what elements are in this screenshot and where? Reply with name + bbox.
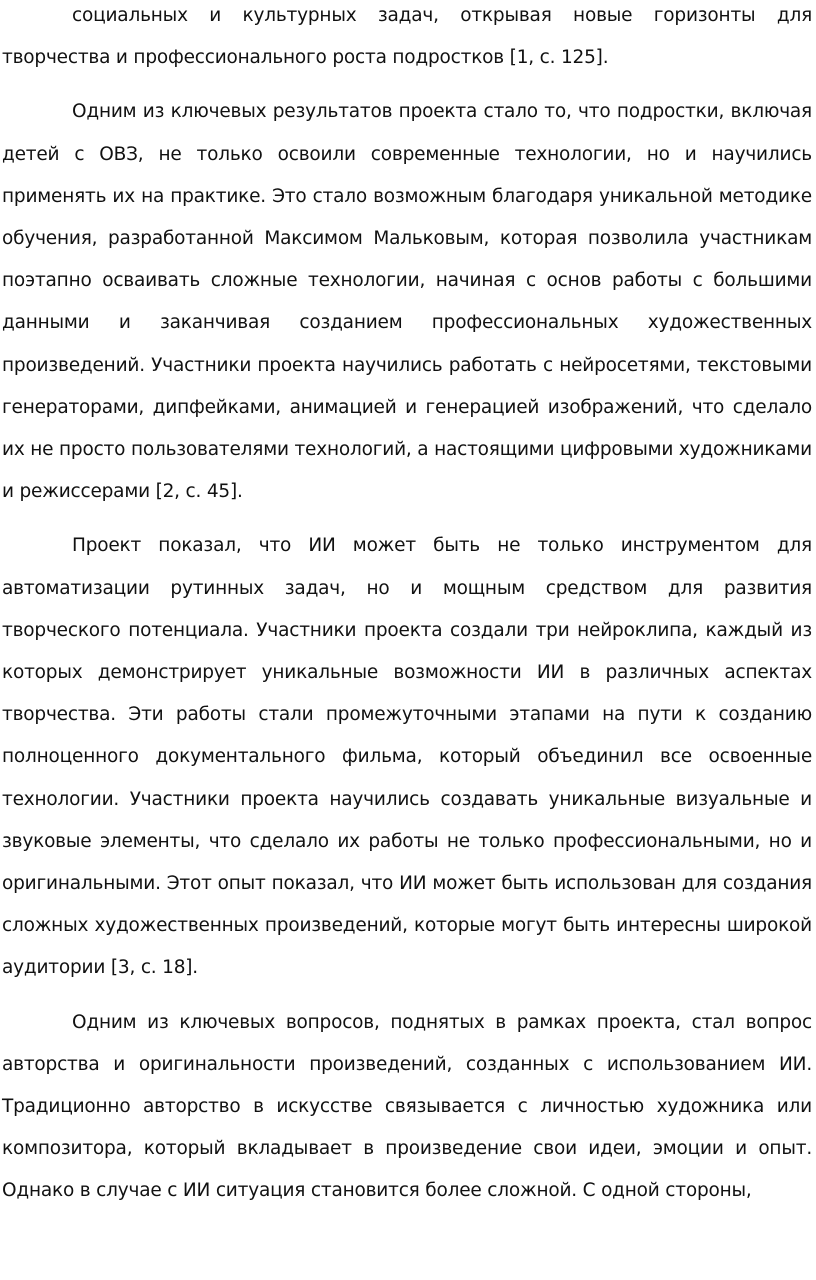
paragraph-authorship: Одним из ключевых вопросов, поднятых в рамках проекта, стал вопрос авторства и оригинальности произведений, созданных с использованием ИИ. Традиционно авторство в искусстве связывается с личностью художника или композитора, который вкладывает в произведение свои идеи, эмоции и опыт. Однако в случае с ИИ ситуация становится более сложной. С одной стороны, <box>2 1011 812 1202</box>
paragraph-project-results: Одним из ключевых результатов проекта стало то, что подростки, включая детей с ОВЗ, не только освоили современные технологии, но и научились применять их на практике. Это стало возможным благодаря уникальной методике обучения, разработанной Максимом Мальковым, которая позволила участникам поэтапно осваивать сложные технологии, начиная с основ работы с большими данными и заканчивая созданием профессиональных художественных произведений. Участники проекта научились работать с нейросетями, текстовыми генераторами, дипфейками, анимацией и генерацией изображений, что сделало их не просто пользователями технологий, а настоящими цифровыми художниками и режиссерами [2, с. 45]. <box>2 101 812 503</box>
paragraph-continuation: социальных и культурных задач, открывая новые горизонты для творчества и профессионального роста подростков [1, с. 125]. <box>2 5 812 69</box>
paragraph-ai-creativity: Проект показал, что ИИ может быть не только инструментом для автоматизации рутинных задач, но и мощным средством для развития творческого потенциала. Участники проекта создали три нейроклипа, каждый из которых демонстрирует уникальные возможности ИИ в различных аспектах творчества. Эти работы стали промежуточными этапами на пути к созданию полноценного документального фильма, который объединил все освоенные технологии. Участники проекта научились создавать уникальные визуальные и звуковые элементы, что сделало их работы не только профессиональными, но и оригинальными. Этот опыт показал, что ИИ может быть использован для создания сложных художественных произведений, которые могут быть интересны широкой аудитории [3, с. 18]. <box>2 535 812 979</box>
